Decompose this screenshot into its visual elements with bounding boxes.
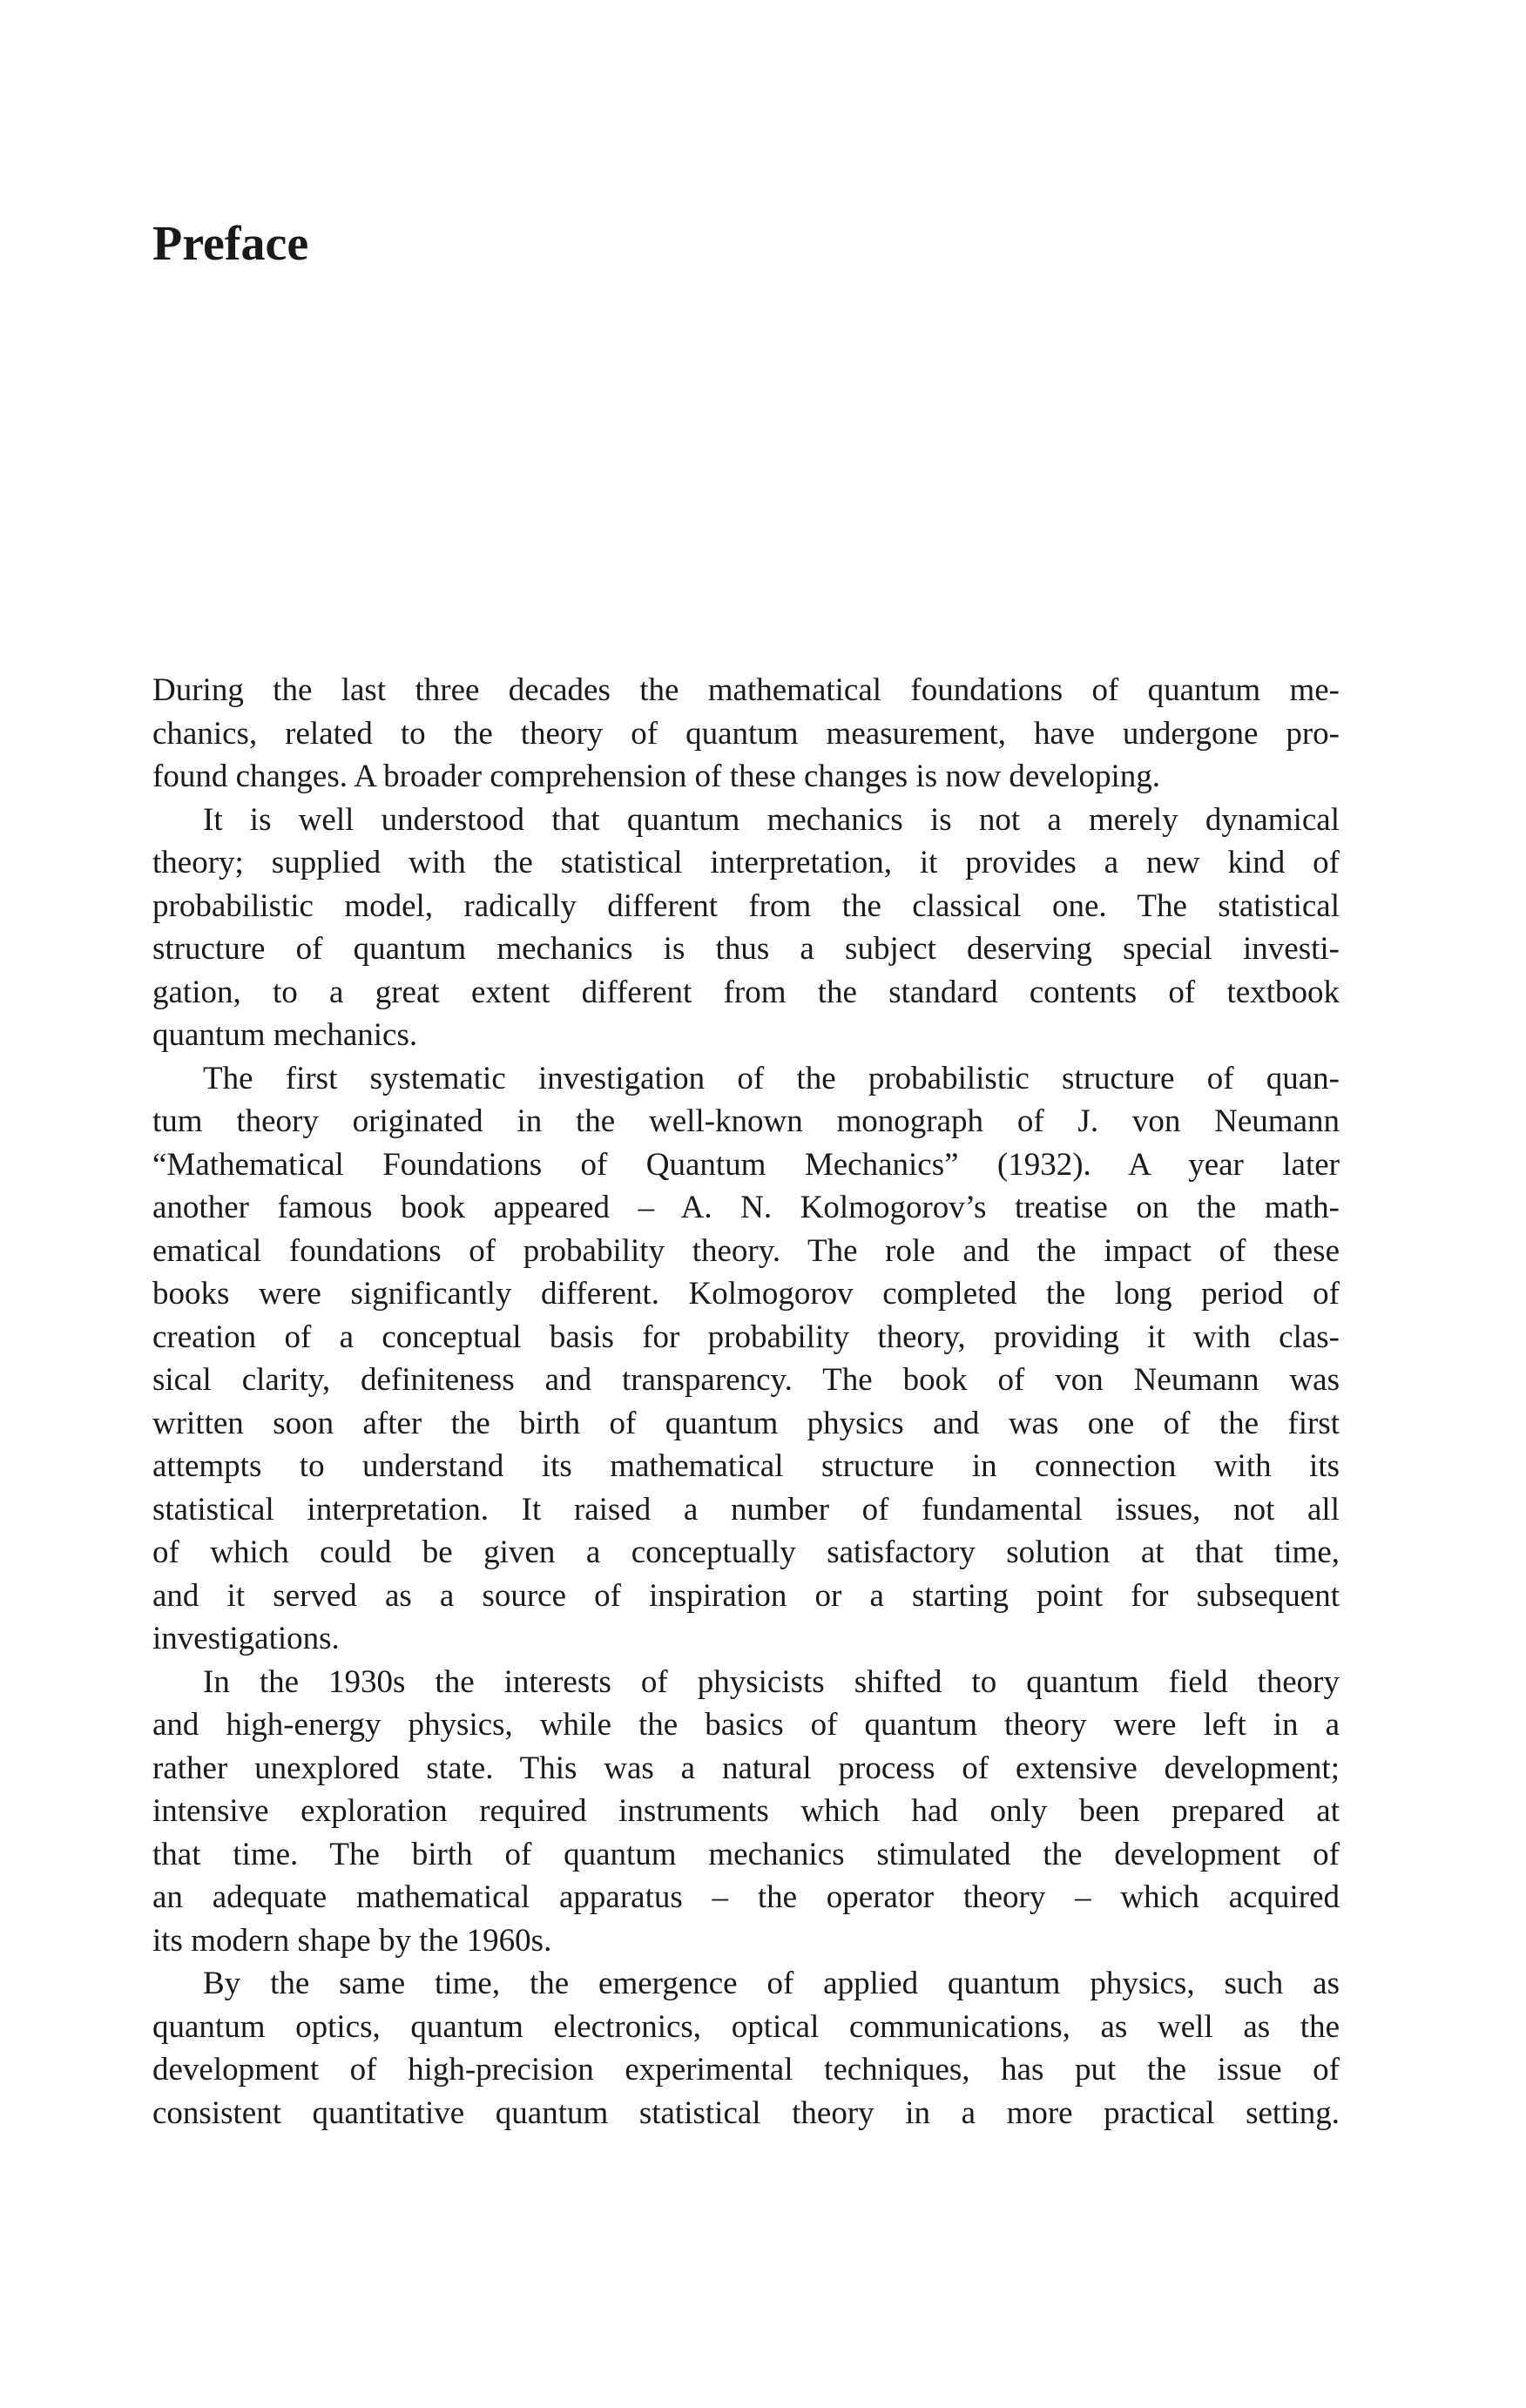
paragraph	[152, 669, 1340, 799]
text-line: The first systematic investigation of the probabilistic structure of quan-	[203, 1060, 1340, 1096]
text-line: creation of a conceptual basis for probability theory, providing it with clas-	[152, 1319, 1340, 1355]
text-line: books were significantly different. Kolmogorov completed the long period of	[152, 1276, 1340, 1312]
text-line: structure of quantum mechanics is thus a subject deserving special investi-	[152, 931, 1340, 967]
text-line: By the same time, the emergence of applied quantum physics, such as	[203, 1966, 1340, 2001]
text-line: intensive exploration required instruments which had only been prepared at	[152, 1793, 1340, 1829]
text-line: sical clarity, definiteness and transparency. The book of von Neumann was	[152, 1362, 1340, 1398]
text-line: ematical foundations of probability theory. The role and the impact of these	[152, 1232, 1340, 1269]
paragraph	[152, 1962, 1340, 2135]
text-line: quantum optics, quantum electronics, optical communications, as well as the	[152, 2008, 1340, 2045]
text-line: an adequate mathematical apparatus – the operator theory – which acquired	[152, 1879, 1340, 1915]
text-line: During the last three decades the mathematical foundations of quantum me-	[152, 672, 1340, 708]
text-line: found changes. A broader comprehension of these changes is now developing.	[152, 759, 1160, 794]
text-line: another famous book appeared – A. N. Kolmogorov’s treatise on the math-	[152, 1190, 1340, 1225]
paragraph	[152, 799, 1340, 1057]
paragraph	[152, 1661, 1340, 1963]
page-title: Preface	[152, 217, 309, 271]
text-line: written soon after the birth of quantum physics and was one of the first	[152, 1405, 1340, 1441]
text-line: It is well understood that quantum mechanics is not a merely dynamical	[203, 801, 1340, 838]
preface-body	[152, 669, 1340, 2135]
text-line: chanics, related to the theory of quantum measurement, have undergone pro-	[152, 715, 1340, 752]
text-line: and high-energy physics, while the basics of quantum theory were left in a	[152, 1707, 1340, 1743]
text-line: attempts to understand its mathematical structure in connection with its	[152, 1448, 1340, 1484]
text-line: investigations.	[152, 1621, 340, 1656]
text-line: probabilistic model, radically different from the classical one. The statistical	[152, 887, 1340, 924]
text-line: its modern shape by the 1960s.	[152, 1922, 552, 1959]
paragraph	[152, 1057, 1340, 1661]
text-line: tum theory originated in the well-known monograph of J. von Neumann	[152, 1103, 1340, 1139]
text-line: rather unexplored state. This was a natural process of extensive development;	[152, 1750, 1340, 1786]
text-line: theory; supplied with the statistical interpretation, it provides a new kind of	[152, 845, 1340, 880]
text-line: gation, to a great extent different from the standard contents of textbook	[152, 974, 1340, 1010]
text-line: quantum mechanics.	[152, 1017, 418, 1053]
text-line: consistent quantitative quantum statistical theory in a more practical setting.	[152, 2094, 1340, 2131]
text-line: and it served as a source of inspiration or a starting point for subsequent	[152, 1577, 1340, 1614]
text-line: development of high-precision experimental techniques, has put the issue of	[152, 2052, 1340, 2088]
text-line: that time. The birth of quantum mechanics stimulated the development of	[152, 1836, 1340, 1872]
text-line: of which could be given a conceptually satisfactory solution at that time,	[152, 1535, 1340, 1570]
text-line: statistical interpretation. It raised a number of fundamental issues, not all	[152, 1491, 1340, 1528]
text-line: In the 1930s the interests of physicists shifted to quantum field theory	[203, 1663, 1340, 1700]
text-line: “Mathematical Foundations of Quantum Mechanics” (1932). A year later	[152, 1146, 1340, 1183]
